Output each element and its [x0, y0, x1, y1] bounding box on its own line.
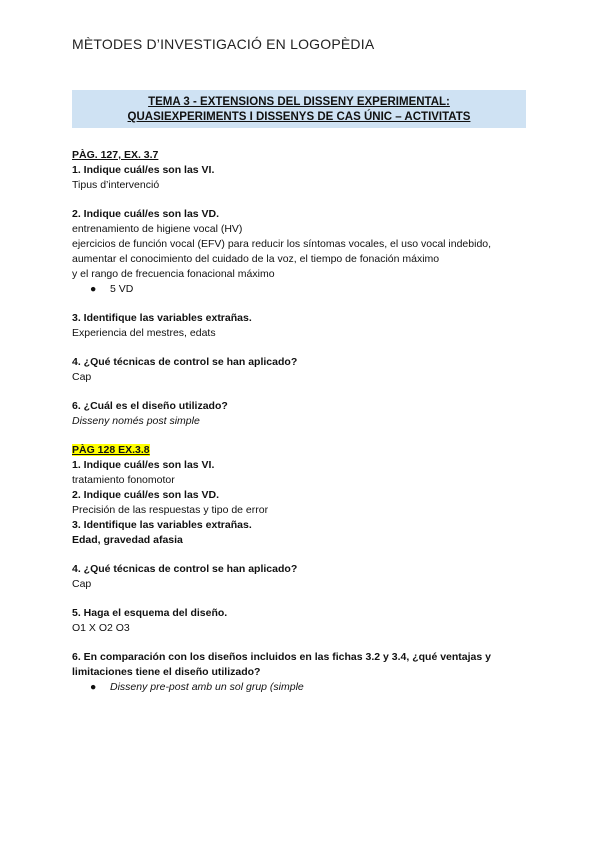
section2-q1: 1. Indique cuál/es son las VI. [72, 459, 215, 471]
title-line-1: TEMA 3 - EXTENSIONS DEL DISSENY EXPERIMENTAL: [148, 96, 450, 108]
title-line-2: QUASIEXPERIMENTS I DISSENYS DE CAS ÚNIC – ACTIVITATS [127, 111, 471, 123]
section2-a2: Precisión de las respuestas y tipo de error [72, 504, 269, 516]
section2-q2: 2. Indique cuál/es son las VD. [72, 489, 220, 501]
section2-a3: Edad, gravedad afasia [72, 534, 183, 546]
section1-a6: Disseny només post simple [72, 415, 200, 427]
section2-a1: tratamiento fonomotor [72, 474, 175, 486]
bullet-text: 5 VD [110, 283, 134, 295]
section2-q5: 5. Haga el esquema del diseño. [72, 607, 228, 619]
section2-q3: 3. Identifique las variables extrañas. [72, 519, 252, 531]
title-box [72, 90, 526, 128]
section1-a2-line: ejercicios de función vocal (EFV) para reducir los síntomas vocales, el uso vocal indebido, [72, 238, 492, 250]
bullet-icon: ● [90, 681, 97, 693]
section2-q4: 4. ¿Qué técnicas de control se han aplicado? [72, 563, 298, 575]
section2-q6-line1: 6. En comparación con los diseños incluidos en las fichas 3.2 y 3.4, ¿qué ventajas y [72, 651, 491, 663]
section2-heading: PÀG 128 EX.3.8 [72, 444, 150, 456]
section2-q6-line2: limitaciones tiene el diseño utilizado? [72, 666, 261, 678]
section1-q3: 3. Identifique las variables extrañas. [72, 312, 252, 324]
bullet-item [72, 680, 532, 695]
bullet-icon: ● [90, 283, 97, 295]
section1-q4: 4. ¿Qué técnicas de control se han aplicado? [72, 356, 298, 368]
bullet-item [72, 282, 532, 297]
section2-a4: Cap [72, 578, 92, 590]
section1-a2-line: aumentar el conocimiento del cuidado de la voz, el tiempo de fonación máximo [72, 253, 440, 265]
section1-q1: 1. Indique cuál/es son las VI. [72, 164, 215, 176]
section1-a4: Cap [72, 371, 92, 383]
section1-q2: 2. Indique cuál/es son las VD. [72, 208, 220, 220]
page-header: MÈTODES D’INVESTIGACIÓ EN LOGOPÈDIA [72, 36, 375, 52]
section1-a1: Tipus d’intervenció [72, 179, 160, 191]
section1-a2-line: entrenamiento de higiene vocal (HV) [72, 223, 243, 235]
bullet-text: Disseny pre-post amb un sol grup (simple [110, 681, 304, 693]
section1-q6: 6. ¿Cuál es el diseño utilizado? [72, 400, 228, 412]
section1-heading: PÀG. 127, EX. 3.7 [72, 149, 159, 161]
section2-a5: O1 X O2 O3 [72, 622, 130, 634]
document-body [72, 148, 532, 695]
section1-a3: Experiencia del mestres, edats [72, 327, 216, 339]
section1-a2-line: y el rango de frecuencia fonacional máximo [72, 268, 275, 280]
